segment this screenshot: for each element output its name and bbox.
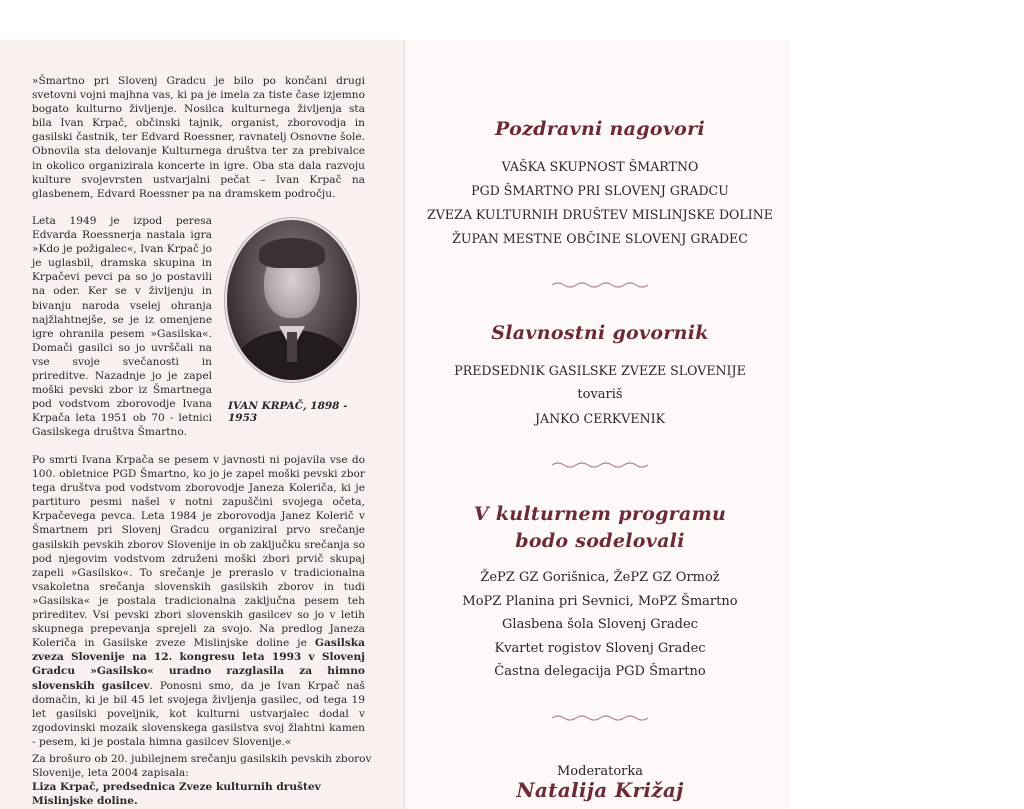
attribution: [32, 752, 372, 808]
section-heading-greetings: Pozdravni nagovori: [495, 118, 705, 140]
list-item: ŽePZ GZ Gorišnica, ŽePZ GZ Ormož: [480, 570, 720, 585]
list-item: Glasbena šola Slovenj Gradec: [502, 617, 698, 632]
portrait-tie: [287, 332, 297, 362]
list-item: ŽUPAN MESTNE OBČINE SLOVENJ GRADEC: [452, 231, 748, 246]
list-item: VAŠKA SKUPNOST ŠMARTNO: [501, 159, 699, 174]
wave-ornament-divider: [420, 460, 780, 470]
paragraph-text: »Šmartno pri Slovenj Gradcu je bilo po končani drugi svetovni vojni majhna vas, ki pa je imela za tiste čase izjemno bogato kulturno življenje. Nosilca kulturnega življenja sta bila Ivan Krpač, občinski tajnik, organist, zborovodja in gasilski častnik, ter Edvard Roessner, ravnatelj Osnovne šole. Obnovila sta delovanje Kulturnega društva ter za prebivalce in okolico organizirala koncerte in igre. Oba sta dala razvoju kulture svojevrsten ustvarjalni pečat – Ivan Krpač na glasbenem, Edvard Roessner pa na dramskem področju.: [32, 75, 365, 200]
greetings-list: [420, 155, 780, 251]
moderator-label: Moderatorka: [556, 764, 643, 779]
page-fold-divider: [404, 40, 405, 809]
wave-ornament-icon: [550, 713, 650, 723]
history-paragraph-2: [32, 214, 212, 440]
list-item: JANKO CERKVENIK: [535, 410, 665, 426]
history-paragraph-1: [32, 74, 365, 201]
history-paragraph-3: [32, 453, 365, 749]
list-item: ZVEZA KULTURNIH DRUŠTEV MISLINJSKE DOLINE: [427, 207, 773, 222]
moderator-name: Natalija Križaj: [516, 778, 684, 802]
wave-ornament-divider: [420, 280, 780, 290]
attribution-author: Liza Krpač, predsednica Zveze kulturnih društev Mislinjske doline.: [32, 781, 321, 808]
list-item: PGD ŠMARTNO PRI SLOVENJ GRADCU: [471, 183, 729, 198]
photo-caption: IVAN KRPAČ, 1898 - 1953: [228, 400, 348, 424]
heading-line: V kulturnem programu: [473, 503, 727, 525]
list-item: Častna delegacija PGD Šmartno: [494, 664, 706, 679]
section-heading-keynote: Slavnostni govornik: [491, 322, 709, 344]
wave-ornament-divider: [420, 713, 780, 723]
paragraph-text: Leta 1949 je izpod peresa Edvarda Roessnerja nastala igra »Kdo je požigalec«, Ivan Krpač jo je uglasbil, dramska skupina in Krpačevi pevci pa so jo postavili na oder. Ker se v življenju in bivanju naroda vselej ohranja najžlahtnejše, se je iz omenjene igre ohranila pesem »Gasilska«. Domači gasilci so jo uvrščali na vse svoje svečanosti in prireditve. Nazadnje jo je zapel moški pevski zbor iz Šmartnega pod vodstvom zborovodje Ivana Krpača leta 1951 ob 70 - letnici Gasilskega društva Šmartno.: [32, 215, 212, 439]
paragraph-start: Po smrti Ivana Krpača se pesem v javnosti ni pojavila vse do 100. obletnice PGD Šmartno, ko jo je zapel moški pevski zbor tega društva pod vodstvom zborovodje Janeza Koleriča, ki je partituro pesmi našel v notni zapuščini svojega očeta, Krpačevega pevca. Leta 1984 je zborovodja Janez Kolerič v Šmartnem pri Slovenj Gradcu organiziral prvo srečanje gasilskih pevskih zborov Slovenije in ob zaključku srečanja so pod njegovim vodstvom združeni moški zbori prvič skupaj zapeli »Gasilsko«. To srečanje je preraslo v tradicionalna vsakoletna srečanja slovenskih gasilskih zborov in tudi »Gasilska« je postala tradicionalna zaključna pesem teh prireditev. Vsi pevski zbori slovenskih gasilcev so jo v letih skupnega prepevanja sprejeli za svojo. Na predlog Janeza Koleriča in Gasilske zveze Mislinjske doline je: [32, 454, 365, 650]
attribution-note: Za brošuro ob 20. jubilejnem srečanju gasilskih pevskih zborov Slovenije, leta 2004 zapisala:: [32, 753, 372, 780]
keynote-list: [420, 359, 780, 431]
list-item: MoPZ Planina pri Sevnici, MoPZ Šmartno: [462, 593, 738, 609]
paragraph-end: . Ponosni smo, da je Ivan Krpač naš domačin, ki je bil 45 let svojega življenja gasilec, od tega 19 let gasilski poveljnik, kot kulturni ustvarjalec dodal v zgodovinski mozaik slovenskega gasilstva svoj žlahtni kamen - pesem, ki je postala himna gasilcev Slovenije.«: [32, 679, 365, 748]
list-item: tovariš: [577, 387, 623, 402]
section-heading-cultural-program: [420, 501, 780, 555]
performers-list: [420, 566, 780, 684]
list-item: PREDSEDNIK GASILSKE ZVEZE SLOVENIJE: [454, 363, 746, 378]
wave-ornament-icon: [550, 280, 650, 290]
wave-ornament-icon: [550, 460, 650, 470]
portrait-hair: [259, 238, 325, 268]
list-item: Kvartet rogistov Slovenj Gradec: [494, 640, 706, 656]
portrait-photo-ivan-krpac: [227, 220, 357, 380]
heading-line: bodo sodelovali: [515, 530, 685, 552]
paragraph-emphasis: Gasilska zveza Slovenije na 12. kongresu leta 1993 v Slovenj Gradcu »Gasilsko« uradno razglasila za himno slovenskih gasilcev: [32, 637, 365, 692]
paragraph-text: [32, 453, 365, 749]
